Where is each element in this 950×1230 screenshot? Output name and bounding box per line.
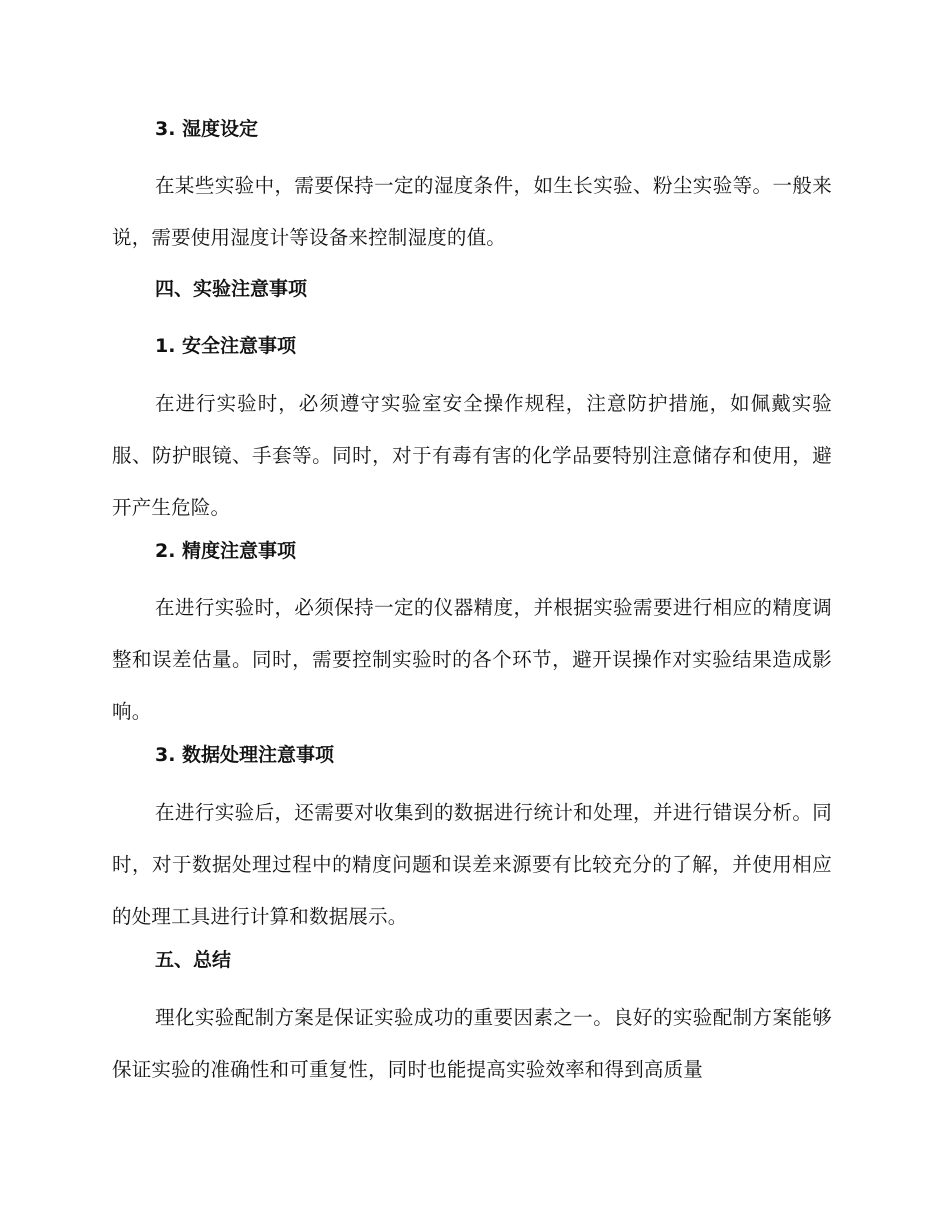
paragraph-summary: 理化实验配制方案是保证实验成功的重要因素之一。良好的实验配制方案能够保证实验的准确性和可重复性，同时也能提高实验效率和得到高质量 — [112, 1006, 832, 1081]
paragraph-data-processing: 在进行实验后，还需要对收集到的数据进行统计和处理，并进行错误分析。同时，对于数据处理过程中的精度问题和误差来源要有比较充分的了解，并使用相应的处理工具进行计算和数据展示。 — [112, 801, 832, 928]
section-heading-summary: 五、总结 — [155, 949, 232, 971]
section-heading-humidity: 3. 湿度设定 — [155, 118, 259, 140]
section-heading-precision: 2. 精度注意事项 — [155, 540, 297, 562]
paragraph-humidity: 在某些实验中，需要保持一定的湿度条件，如生长实验、粉尘实验等。一般来说，需要使用湿度计等设备来控制湿度的值。 — [112, 174, 832, 249]
paragraph-safety: 在进行实验时，必须遵守实验室安全操作规程，注意防护措施，如佩戴实验服、防护眼镜、手套等。同时，对于有毒有害的化学品要特别注意储存和使用，避开产生危险。 — [112, 392, 832, 519]
paragraph-precision: 在进行实验时，必须保持一定的仪器精度，并根据实验需要进行相应的精度调整和误差估量。同时，需要控制实验时的各个环节，避开误操作对实验结果造成影响。 — [112, 596, 832, 723]
section-heading-precautions: 四、实验注意事项 — [155, 278, 308, 300]
section-heading-safety: 1. 安全注意事项 — [155, 335, 297, 357]
section-heading-data-processing: 3. 数据处理注意事项 — [155, 744, 335, 766]
